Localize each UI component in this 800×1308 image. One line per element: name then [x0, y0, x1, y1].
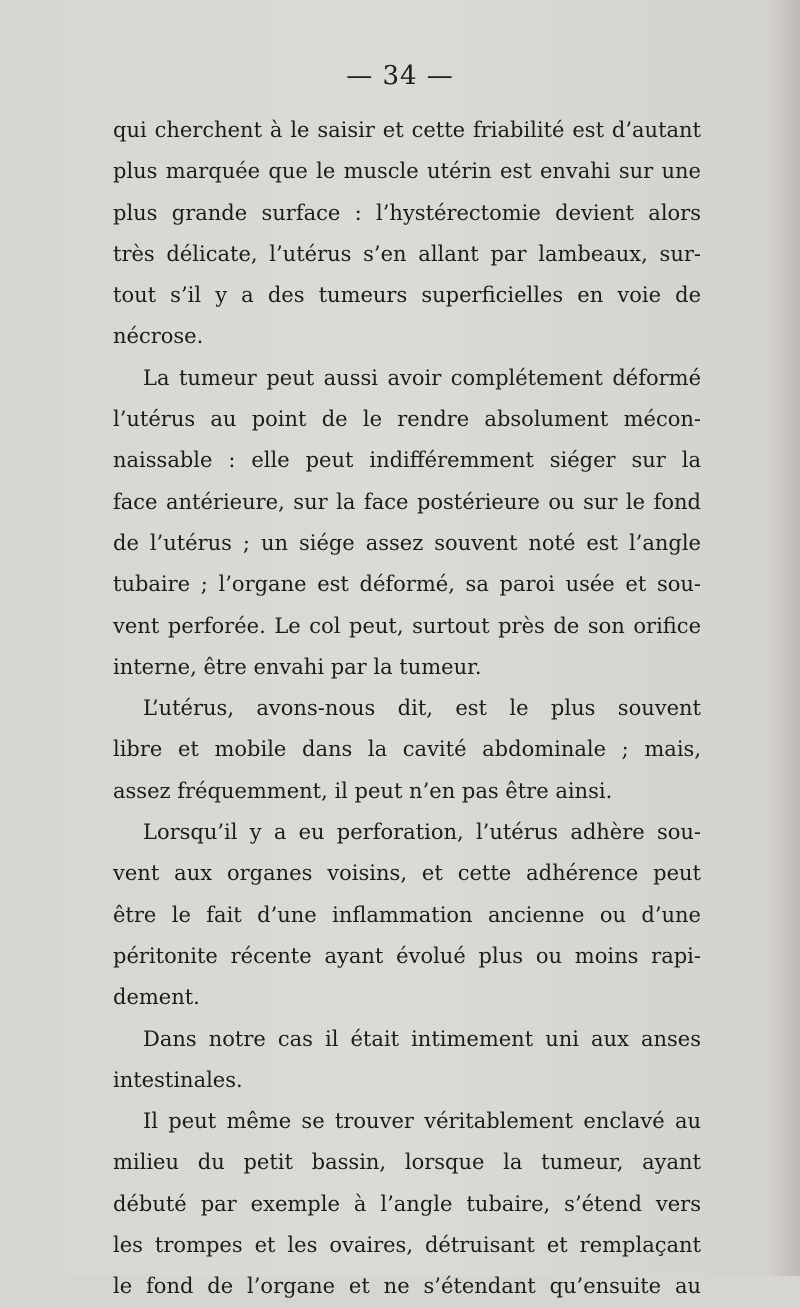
text-line: libre et mobile dans la cavité abdominale ; mais, [113, 737, 701, 762]
text-line: plus marquée que le muscle utérin est envahi sur une [113, 159, 701, 184]
text-line: La tumeur peut aussi avoir complétement déformé [143, 365, 701, 390]
text-line: les trompes et les ovaires, détruisant et remplaçant [113, 1233, 701, 1258]
text-line: interne, être envahi par la tumeur. [113, 654, 482, 679]
text-line: de l’utérus ; un siége assez souvent noté est l’angle [113, 530, 701, 555]
text-line: Il peut même se trouver véritablement enclavé au [143, 1109, 701, 1134]
text-line: le fond de l’organe et ne s’étendant qu’ensuite au [113, 1274, 701, 1299]
paragraph-3 [113, 688, 701, 812]
text-line: très délicate, l’utérus s’en allant par lambeaux, sur- [113, 241, 701, 266]
text-line: milieu du petit bassin, lorsque la tumeur, ayant [113, 1150, 701, 1175]
text-line: L’utérus, avons-nous dit, est le plus souvent [143, 696, 701, 721]
text-line: intestinales. [113, 1067, 243, 1092]
text-line: Dans notre cas il était intimement uni aux anses [143, 1026, 701, 1051]
text-line: nécrose. [113, 324, 204, 349]
text-line: plus grande surface : l’hystérectomie devient alors [113, 200, 701, 225]
page-number: — 34 — [346, 61, 454, 91]
text-line: vent perforée. Le col peut, surtout près de son orifice [113, 613, 701, 638]
text-line: dement. [113, 985, 200, 1010]
paragraph-5 [113, 1019, 701, 1102]
text-line: péritonite récente ayant évolué plus ou moins rapi- [113, 943, 701, 968]
text-line: tout s’il y a des tumeurs superficielles en voie de [113, 283, 701, 308]
text-line: face antérieure, sur la face postérieure ou sur le fond [113, 489, 701, 514]
body-text [113, 110, 701, 1308]
text-line: être le fait d’une inflammation ancienne ou d’une [113, 902, 701, 927]
text-line: assez fréquemment, il peut n’en pas être ainsi. [113, 778, 613, 803]
text-line: tubaire ; l’organe est déformé, sa paroi usée et sou- [113, 572, 701, 597]
text-line: vent aux organes voisins, et cette adhérence peut [113, 861, 701, 886]
paragraph-4 [113, 812, 701, 1018]
paragraph-1 [113, 110, 701, 358]
text-line: débuté par exemple à l’angle tubaire, s’étend vers [113, 1191, 701, 1216]
paragraph-6 [113, 1101, 701, 1307]
text-line: Lorsqu’il y a eu perforation, l’utérus adhère sou- [143, 820, 701, 845]
text-line: naissable : elle peut indifféremment siéger sur la [113, 448, 701, 473]
text-line: l’utérus au point de le rendre absolument mécon- [113, 407, 701, 432]
paragraph-2 [113, 358, 701, 688]
text-line: qui cherchent à le saisir et cette friabilité est d’autant [113, 118, 701, 142]
